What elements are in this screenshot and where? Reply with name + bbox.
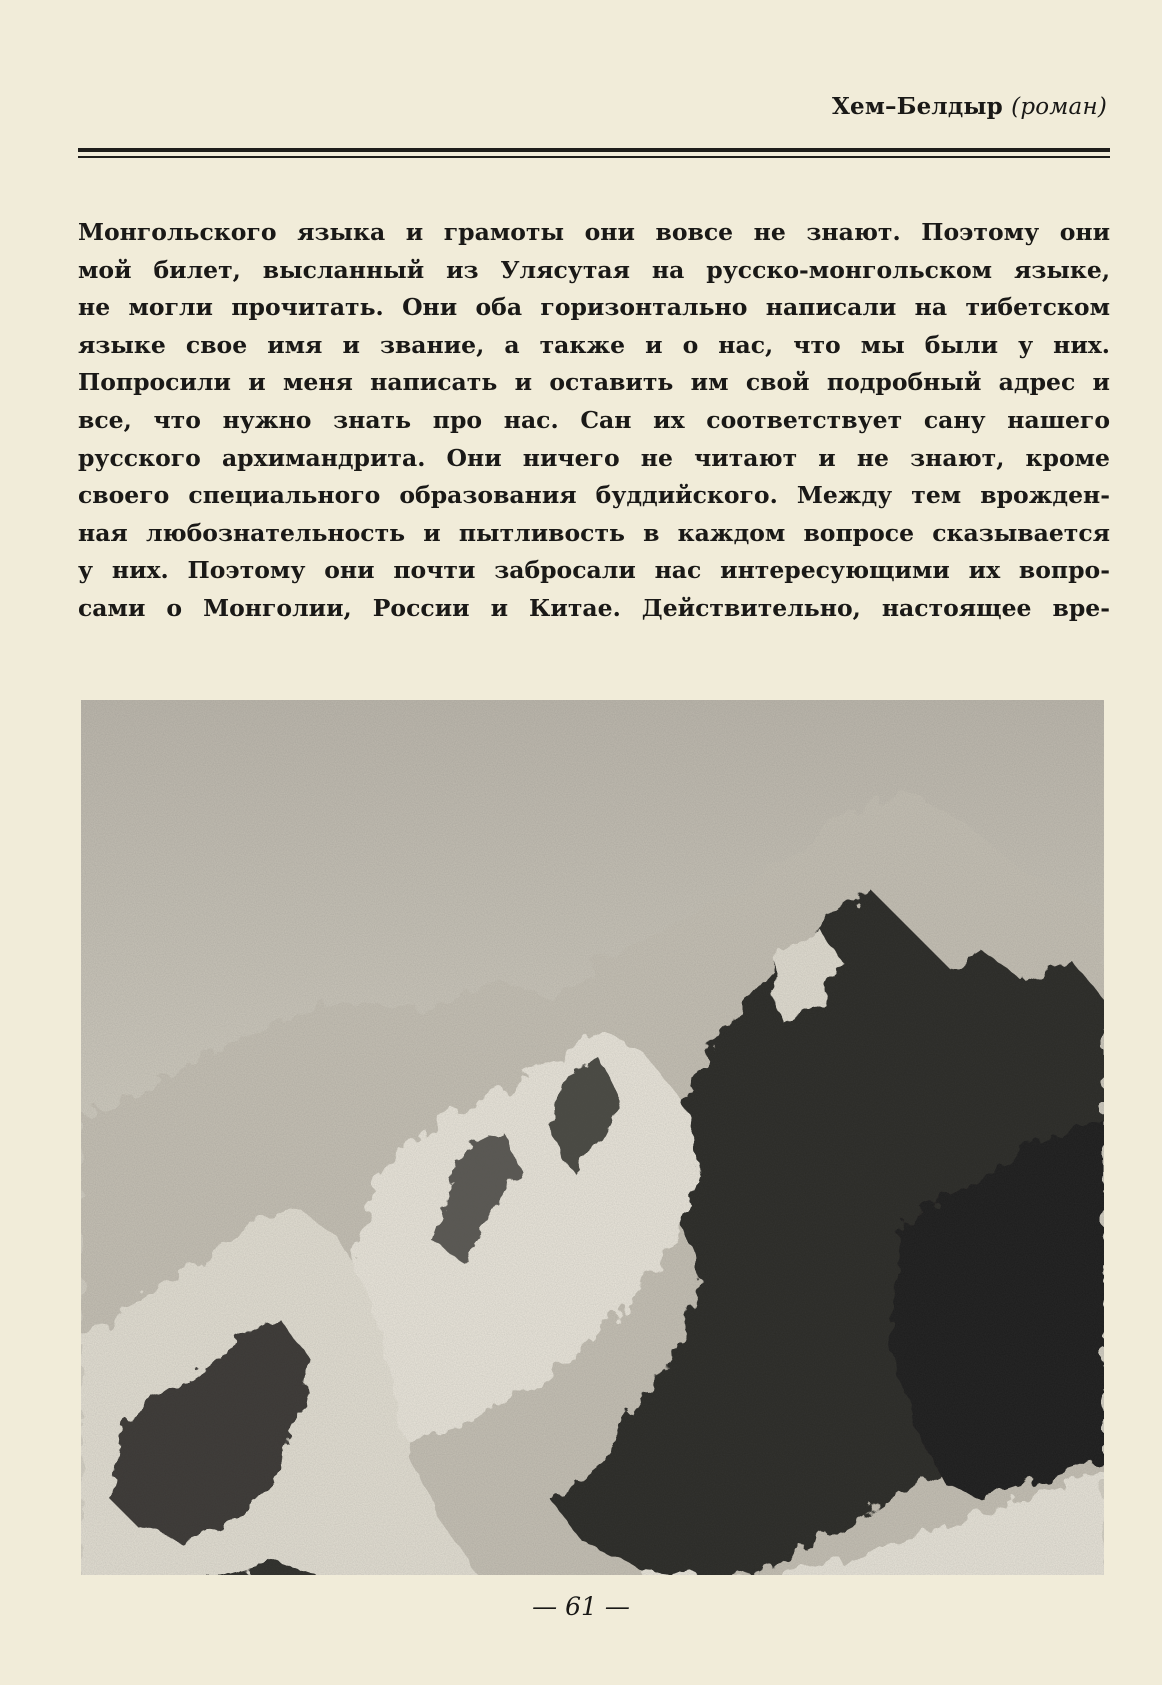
body-line: русского архимандрита. Они ничего не читают и не знают, кроме [78,443,1110,472]
body-line: Монгольского языка и грамоты они вовсе не знают. Поэтому они [78,218,1110,246]
body-line: мой билет, высланный из Улясутая на русско-монгольском языке, [78,255,1110,284]
body-paragraph [78,214,1110,628]
body-line: ная любознательность и пытливость в каждом вопросе сказывается [78,518,1110,547]
body-line: своего специального образования буддийского. Между тем врожден- [78,481,1110,510]
page-number: — 61 — [532,1592,630,1621]
photo-grain [81,700,1104,1575]
running-head-subtitle: (роман) [1011,94,1107,120]
running-head-title: Хем–Белдыр [831,93,1003,120]
running-head [832,93,1107,120]
body-line: языке свое имя и звание, а также и о нас, что мы были у них. [78,330,1110,359]
body-line: сами о Монголии, России и Китае. Действительно, настоящее вре- [78,593,1110,622]
body-line: не могли прочитать. Они оба горизонтально написали на тибетском [78,293,1110,322]
header-rule-thin [78,156,1110,158]
mountain-photo [81,700,1104,1575]
body-line: у них. Поэтому они почти забросали нас интересующими их вопро- [78,556,1110,585]
body-line: все, что нужно знать про нас. Сан их соответствует сану нашего [78,405,1110,434]
header-rule-thick [78,148,1110,152]
body-line: Попросили и меня написать и оставить им свой подробный адрес и [78,368,1110,397]
